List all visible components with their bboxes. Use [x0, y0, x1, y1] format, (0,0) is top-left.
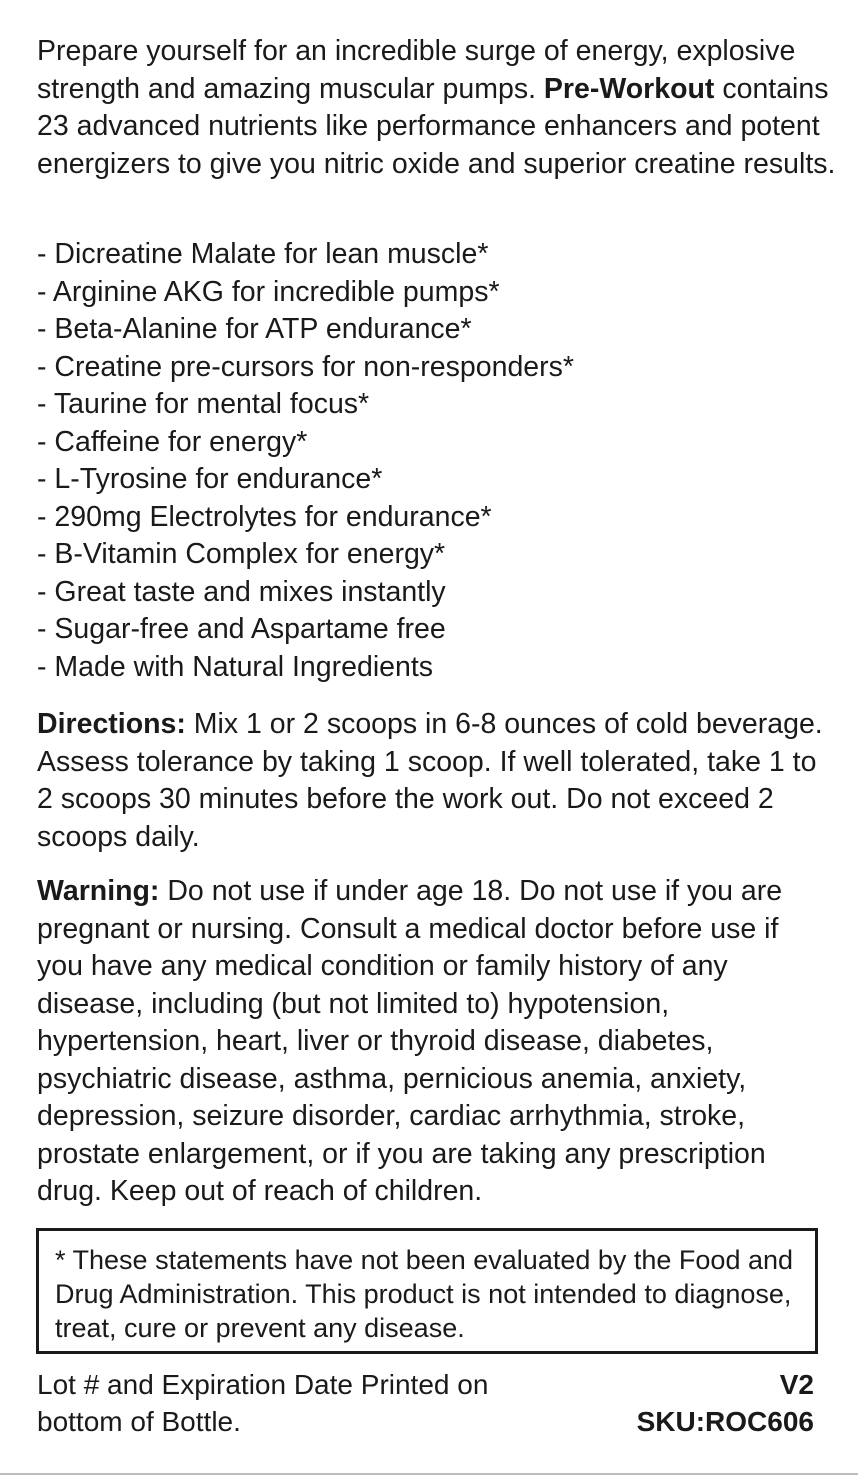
feature-item: - Beta-Alanine for ATP endurance*: [37, 313, 472, 345]
directions-paragraph: [37, 706, 827, 856]
feature-item: - Arginine AKG for incredible pumps*: [37, 275, 500, 308]
product-name: Pre-Workout: [543, 72, 715, 105]
feature-item: - 290mg Electrolytes for endurance*: [37, 500, 492, 533]
feature-item: - Taurine for mental focus*: [37, 388, 370, 420]
feature-item: - B-Vitamin Complex for energy*: [37, 538, 446, 570]
intro-text-before: Prepare yourself for an incredible surge of energy, explosive strength and amazing muscular pumps.: [37, 35, 796, 105]
feature-item: - L-Tyrosine for endurance*: [37, 463, 383, 495]
fda-disclaimer-text: * These statements have not been evaluated by the Food and Drug Administration. This product is not intended to diagnose, treat, cure or prevent any disease.: [55, 1245, 794, 1343]
intro-paragraph: [37, 33, 837, 183]
feature-item: - Sugar-free and Aspartame free: [37, 613, 446, 645]
warning-text: Do not use if under age 18. Do not use if you are pregnant or nursing. Consult a medical doctor before use if you have any medical condition or family history of any disease, including (but not limited to) hypotension, hypertension, heart, liver or thyroid disease, diabetes, psychiatric disease, asthma, pernicious anemia, anxiety, depression, seizure disorder, cardiac arrhythmia, stroke, prostate enlargement, or if you are taking any prescription drug. Keep out of reach of children.: [37, 875, 783, 1207]
feature-item: - Caffeine for energy*: [37, 425, 308, 458]
warning-label: Warning:: [37, 875, 160, 907]
lot-expiration-note: Lot # and Expiration Date Printed on bottom of Bottle.: [37, 1369, 489, 1437]
feature-list: [37, 236, 837, 686]
fda-disclaimer-box: [36, 1228, 818, 1354]
warning-paragraph: [37, 873, 827, 1211]
feature-item: - Dicreatine Malate for lean muscle*: [37, 238, 489, 270]
feature-item: - Made with Natural Ingredients: [37, 650, 434, 683]
directions-label: Directions:: [37, 708, 186, 740]
feature-item: - Great taste and mixes instantly: [37, 575, 446, 608]
version-code: V2: [779, 1369, 814, 1400]
directions-text: Mix 1 or 2 scoops in 6-8 ounces of cold beverage. Assess tolerance by taking 1 scoop. If well tolerated, take 1 to 2 scoops 30 minutes before the work out. Do not exceed 2 scoops daily.: [37, 708, 823, 853]
intro-text-after: contains 23 advanced nutrients like performance enhancers and potent energizers to give you nitric oxide and superior creatine results.: [37, 72, 836, 180]
feature-item: - Creatine pre-cursors for non-responders*: [37, 350, 574, 383]
sku-code: SKU:ROC606: [636, 1406, 814, 1437]
